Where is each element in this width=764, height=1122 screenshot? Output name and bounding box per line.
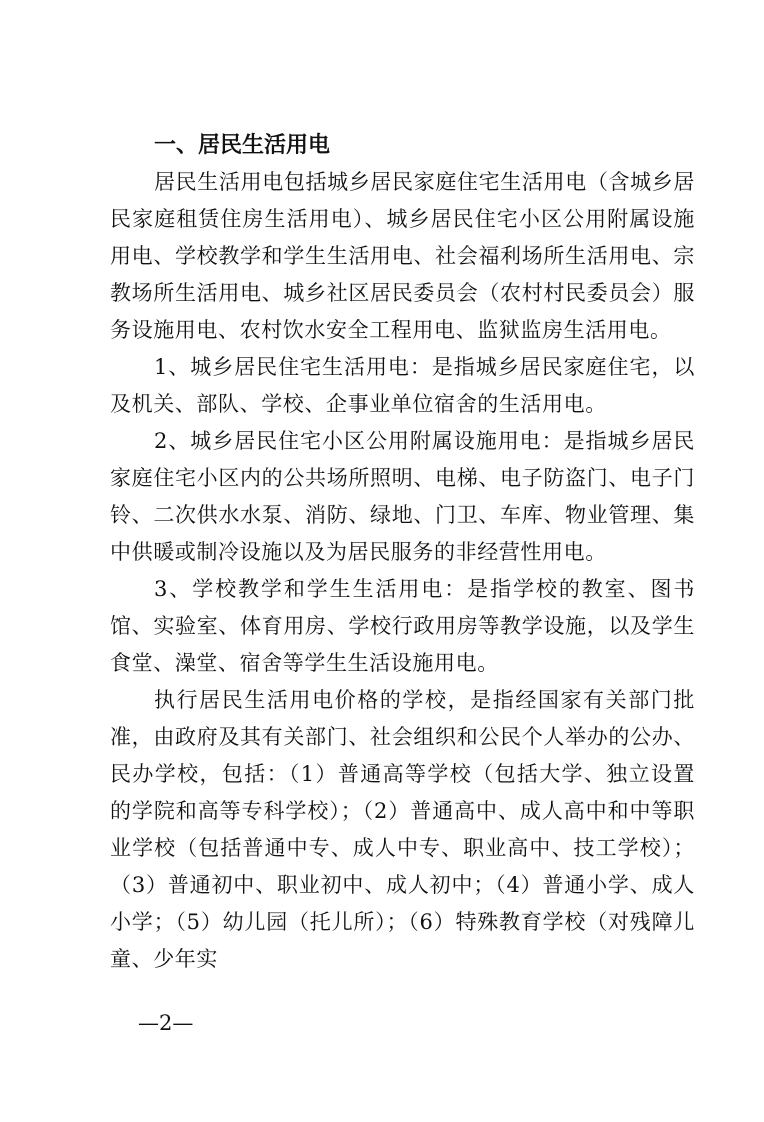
paragraph-item-2: 2、城乡居民住宅小区公用附属设施用电：是指城乡居民家庭住宅小区内的公共场所照明、电梯、电子防盗门、电子门铃、二次供水水泵、消防、绿地、门卫、车库、物业管理、集中供暖或制冷设施以及为居民服务的非经营性用电。 [110, 429, 695, 564]
paragraph-school-definition: 执行居民生活用电价格的学校，是指经国家有关部门批准，由政府及其有关部门、社会组织和公民个人举办的公办、民办学校，包括：（1）普通高等学校（包括大学、独立设置的学院和高等专科学校）；（2）普通高中、成人高中和中等职业学校（包括普通中专、成人中专、职业高中、技工学校）；（3）普通初中、职业初中、成人初中；（4）普通小学、成人小学；（5）幼儿园（托儿所）；（6）特殊教育学校（对残障儿童、少年实 [110, 688, 695, 971]
paragraph-item-3: 3、学校教学和学生生活用电：是指学校的教室、图书馆、实验室、体育用房、学校行政用房等教学设施，以及学生食堂、澡堂、宿舍等学生生活设施用电。 [110, 577, 695, 675]
paragraph-intro: 居民生活用电包括城乡居民家庭住宅生活用电（含城乡居民家庭租赁住房生活用电）、城乡居民住宅小区公用附属设施用电、学校教学和学生生活用电、社会福利场所生活用电、宗教场所生活用电、城乡社区居民委员会（农村村民委员会）服务设施用电、农村饮水安全工程用电、监狱监房生活用电。 [110, 170, 695, 342]
paragraph-item-1: 1、城乡居民住宅生活用电：是指城乡居民家庭住宅，以及机关、部队、学校、企事业单位宿舍的生活用电。 [110, 355, 695, 416]
page-number: —2— [138, 1011, 194, 1035]
section-heading: 一、居民生活用电 [154, 133, 331, 158]
document-body [110, 127, 695, 978]
